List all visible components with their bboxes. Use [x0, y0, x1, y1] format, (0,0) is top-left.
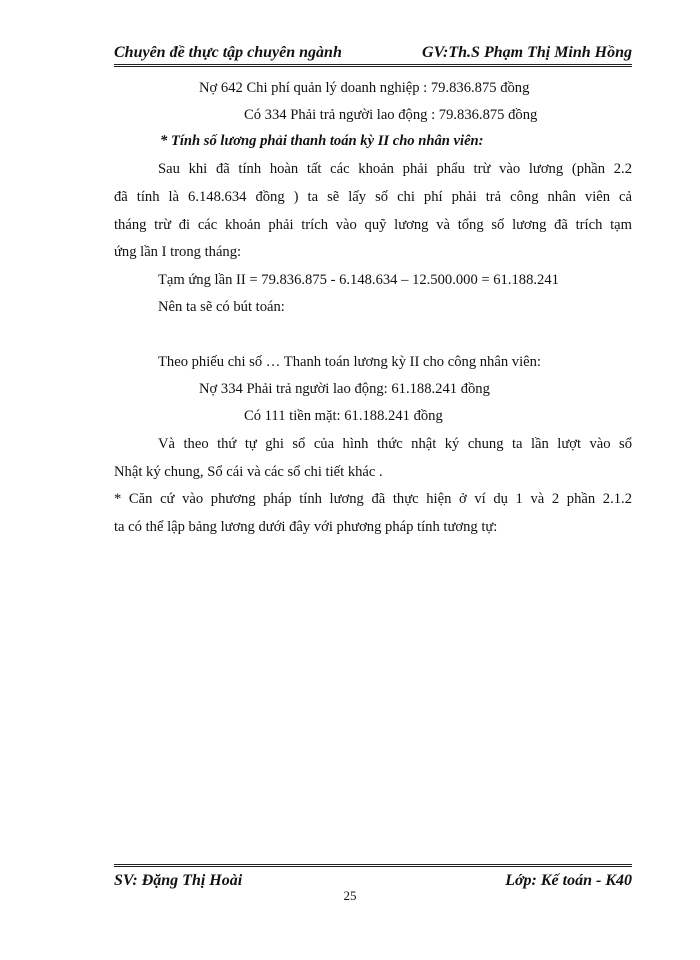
payroll-note-line-2: ta có thể lập bảng lương dưới đây với phương pháp tính tương tự:: [114, 519, 498, 535]
header-instructor: GV:Th.S Phạm Thị Minh Hồng: [422, 44, 632, 61]
entry-debit-642: Nợ 642 Chi phí quản lý doanh nghiệp : 79.836.875 đồng: [199, 80, 530, 96]
paragraph-line-4: ứng lần I trong tháng:: [114, 244, 242, 260]
footer-class: Lớp: Kế toán - K40: [505, 872, 632, 889]
page-number: 25: [343, 888, 357, 903]
paragraph-line-1: Sau khi đã tính hoàn tất các khoản phải phẩu trừ vào lương (phần 2.2: [158, 161, 632, 177]
entry-debit-334: Nợ 334 Phải trả người lao động: 61.188.241 đồng: [199, 381, 490, 397]
journal-line-2: Nhật ký chung, Sổ cái và các sổ chi tiết khác .: [114, 464, 383, 480]
paragraph-line-3: tháng trừ đi các khoản phải trích vào quỹ lương và tổng số lương đã trích tạm: [114, 217, 632, 233]
footer-student: SV: Đặng Thị Hoài: [114, 872, 243, 889]
paragraph-line-2: đã tính là 6.148.634 đồng ) ta sẽ lấy số chi phí phải trả công nhân viên cả: [114, 189, 632, 205]
journal-line-1: Và theo thứ tự ghi sổ của hình thức nhật ký chung ta lần lượt vào sổ: [158, 436, 632, 452]
advance-formula: Tạm ứng lần II = 79.836.875 - 6.148.634 – 12.500.000 = 61.188.241: [158, 272, 559, 288]
payroll-note-line-1: * Căn cứ vào phương pháp tính lương đã thực hiện ở ví dụ 1 và 2 phần 2.1.2: [114, 491, 632, 507]
payment-voucher-line: Theo phiếu chi số … Thanh toán lương kỳ II cho công nhân viên:: [158, 354, 541, 370]
footer-rule: [114, 864, 632, 867]
section-heading: * Tính số lương phải thanh toán kỳ II cho nhân viên:: [160, 133, 484, 149]
entry-credit-111: Có 111 tiền mặt: 61.188.241 đồng: [244, 408, 443, 424]
page-header: [114, 44, 632, 64]
entry-intro: Nên ta sẽ có bút toán:: [158, 299, 285, 315]
header-rule: [114, 64, 632, 67]
entry-credit-334: Có 334 Phải trả người lao động : 79.836.875 đồng: [244, 107, 538, 123]
header-course-title: Chuyên đề thực tập chuyên ngành: [114, 44, 342, 61]
